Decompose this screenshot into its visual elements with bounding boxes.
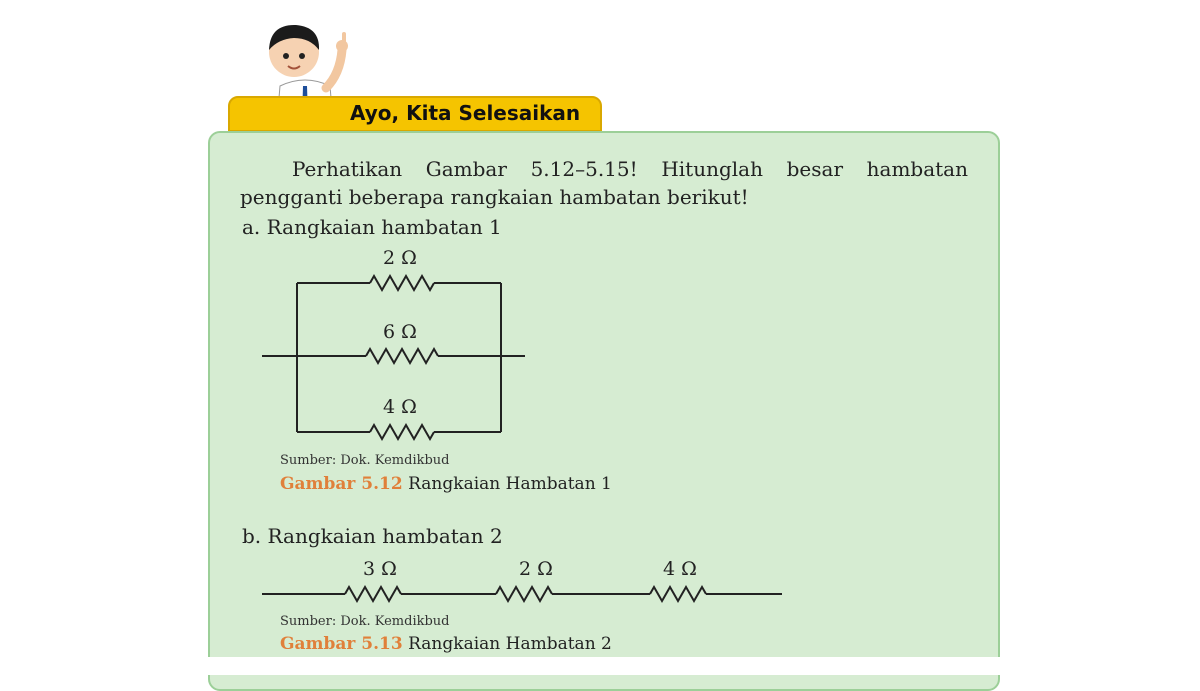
resistor-3-ohm-zigzag [345,587,401,601]
resistor-2-ohm-zigzag [496,587,552,601]
figure-number: Gambar 5.12 [280,474,403,494]
section-title: Ayo, Kita Selesaikan [350,101,581,125]
figure-caption [280,634,612,654]
figure-caption [280,474,612,494]
resistor-label: 4 Ω [383,396,417,418]
resistor-4-ohm-zigzag [370,425,434,439]
figure-number: Gambar 5.13 [280,634,403,654]
item-a-label: a. Rangkaian hambatan 1 [242,215,502,239]
resistor-label: 2 Ω [519,558,553,580]
resistor-4-ohm-zigzag [650,587,706,601]
figure-source: Sumber: Dok. Kemdikbud [280,614,450,629]
figure-caption-text: Rangkaian Hambatan 2 [408,634,612,654]
resistor-6-ohm-zigzag [366,349,438,363]
resistor-label: 4 Ω [663,558,697,580]
series-circuit-diagram [262,587,782,601]
bottom-crop [0,657,1200,675]
resistor-2-ohm-zigzag [370,276,434,290]
resistor-label: 3 Ω [363,558,397,580]
figure-caption-text: Rangkaian Hambatan 1 [408,474,612,494]
intro-paragraph: Perhatikan Gambar 5.12–5.15! Hitunglah besar hambatan pengganti beberapa rangkaian hambatan berikut! [240,157,968,209]
item-b-label: b. Rangkaian hambatan 2 [242,524,503,548]
resistor-label: 2 Ω [383,247,417,269]
resistor-label: 6 Ω [383,321,417,343]
figure-source: Sumber: Dok. Kemdikbud [280,453,450,468]
